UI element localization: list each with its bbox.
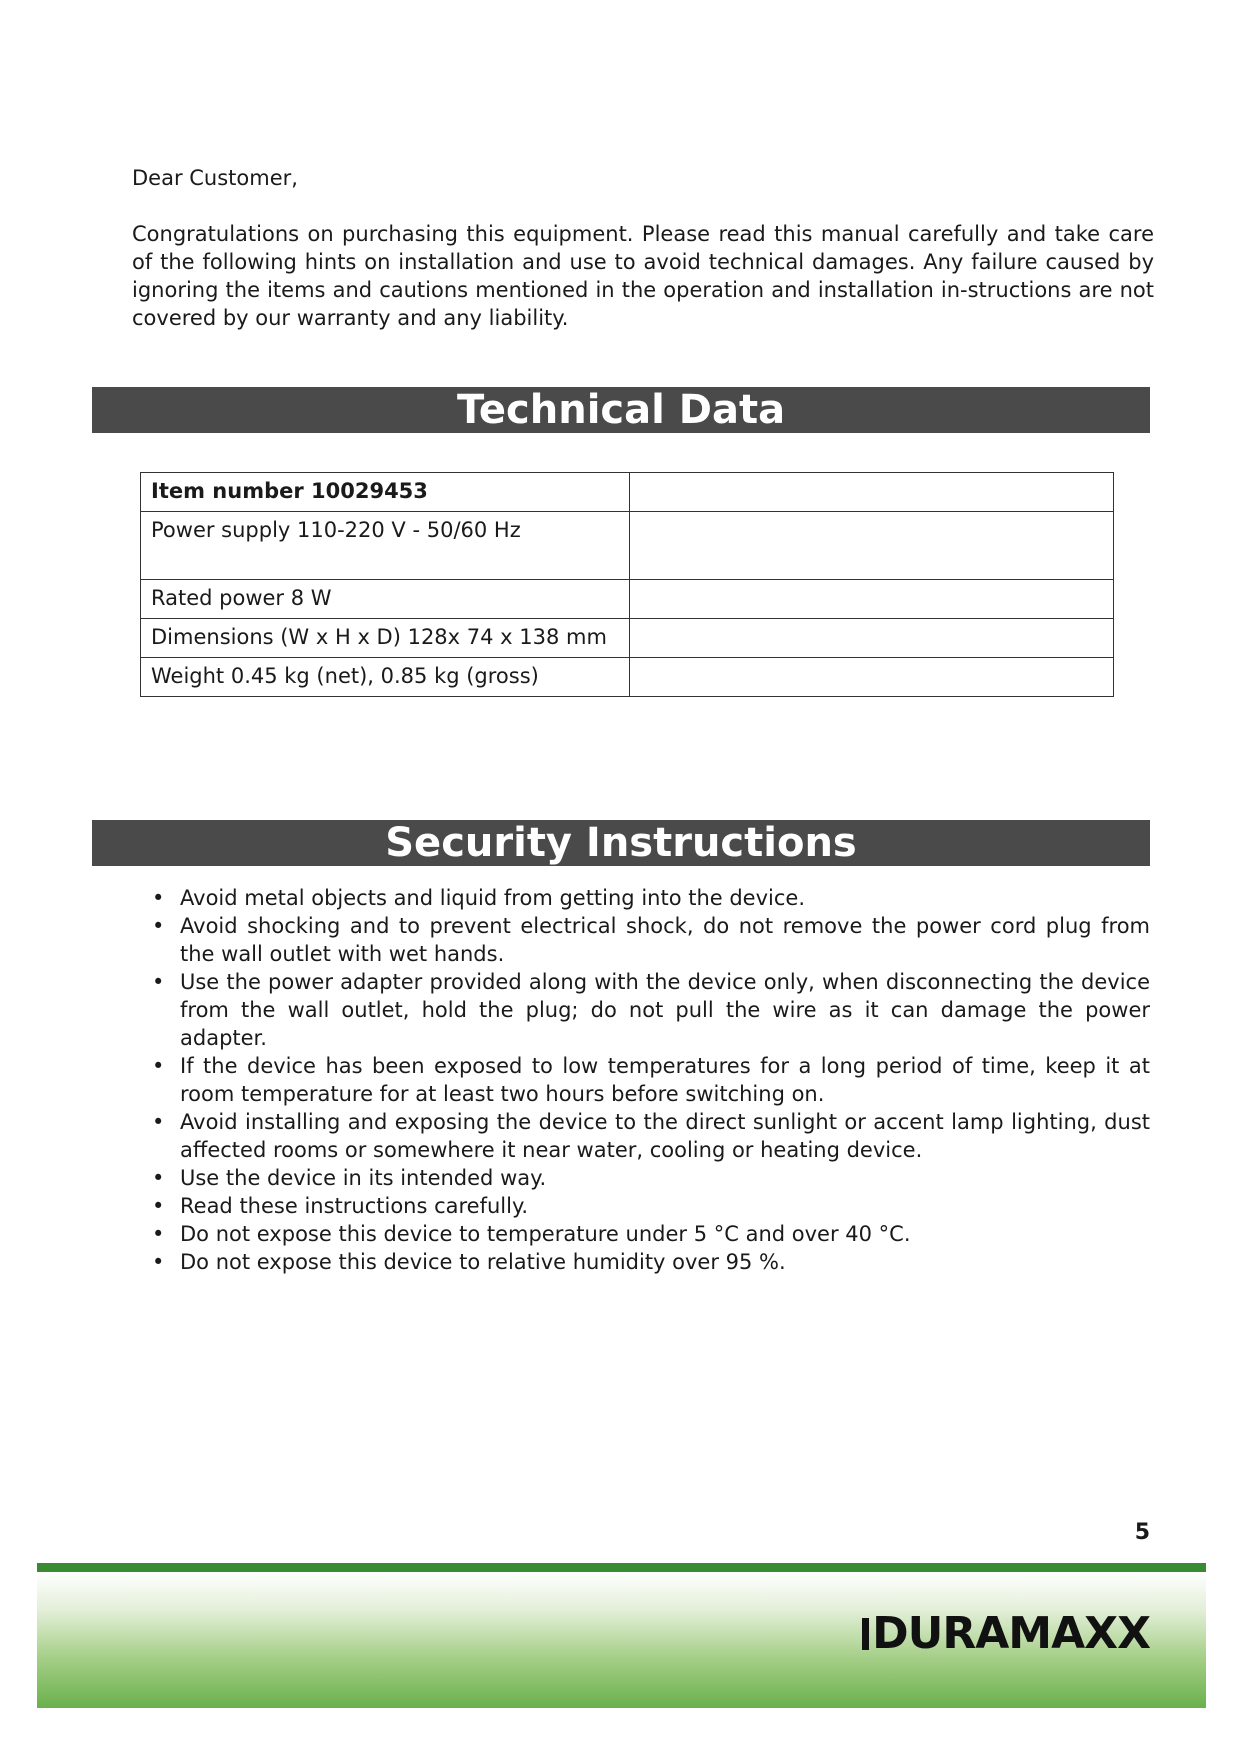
list-item: • Avoid installing and exposing the device to the direct sunlight or accent lamp lighting, dust affected rooms or somewhere it near water, cooling or heating device. xyxy=(150,1108,1150,1164)
list-item: • Use the device in its intended way. xyxy=(150,1164,1150,1192)
intro-paragraph: Congratulations on purchasing this equipment. Please read this manual carefully and take care of the following hints on installation and use to avoid technical damages. Any failure caused by ignoring the items and cautions mentioned in the operation and installation in-structions are not covered by our warranty and any liability. xyxy=(132,222,1154,330)
greeting: Dear Customer, xyxy=(132,166,298,190)
logo-mark-icon xyxy=(862,1618,869,1650)
footer-band xyxy=(37,1572,1206,1708)
list-item: • If the device has been exposed to low temperatures for a long period of time, keep it at room temperature for at least two hours before switching on. xyxy=(150,1052,1150,1108)
table-row xyxy=(141,580,1114,619)
security-instructions-heading: Security Instructions xyxy=(92,820,1150,866)
table-row xyxy=(141,619,1114,658)
table-row xyxy=(141,658,1114,697)
list-item: • Do not expose this device to relative humidity over 95 %. xyxy=(150,1248,1150,1276)
security-instructions-list xyxy=(150,884,1150,1276)
list-item: • Use the power adapter provided along with the device only, when disconnecting the device from the wall outlet, hold the plug; do not pull the wire as it can damage the power adapter. xyxy=(150,968,1150,1052)
rated-power-value xyxy=(630,580,1114,619)
technical-data-heading: Technical Data xyxy=(92,387,1150,433)
item-number-cell: Item number 10029453 xyxy=(141,473,630,512)
power-supply-cell: Power supply 110-220 V - 50/60 Hz xyxy=(141,512,630,580)
table-row xyxy=(141,512,1114,580)
page-number: 5 xyxy=(1134,1520,1150,1545)
weight-value xyxy=(630,658,1114,697)
list-item: • Do not expose this device to temperature under 5 °C and over 40 °C. xyxy=(150,1220,1150,1248)
brand-logo xyxy=(862,1608,1150,1659)
list-item: • Avoid metal objects and liquid from getting into the device. xyxy=(150,884,1150,912)
item-number-value xyxy=(630,473,1114,512)
list-item: • Read these instructions carefully. xyxy=(150,1192,1150,1220)
power-supply-value xyxy=(630,512,1114,580)
technical-data-table xyxy=(140,472,1114,697)
footer-divider xyxy=(37,1563,1206,1572)
brand-name: DURAMAXX xyxy=(872,1608,1150,1659)
dimensions-value xyxy=(630,619,1114,658)
weight-cell: Weight 0.45 kg (net), 0.85 kg (gross) xyxy=(141,658,630,697)
dimensions-cell: Dimensions (W x H x D) 128x 74 x 138 mm xyxy=(141,619,630,658)
table-row xyxy=(141,473,1114,512)
rated-power-cell: Rated power 8 W xyxy=(141,580,630,619)
list-item: • Avoid shocking and to prevent electrical shock, do not remove the power cord plug from the wall outlet with wet hands. xyxy=(150,912,1150,968)
